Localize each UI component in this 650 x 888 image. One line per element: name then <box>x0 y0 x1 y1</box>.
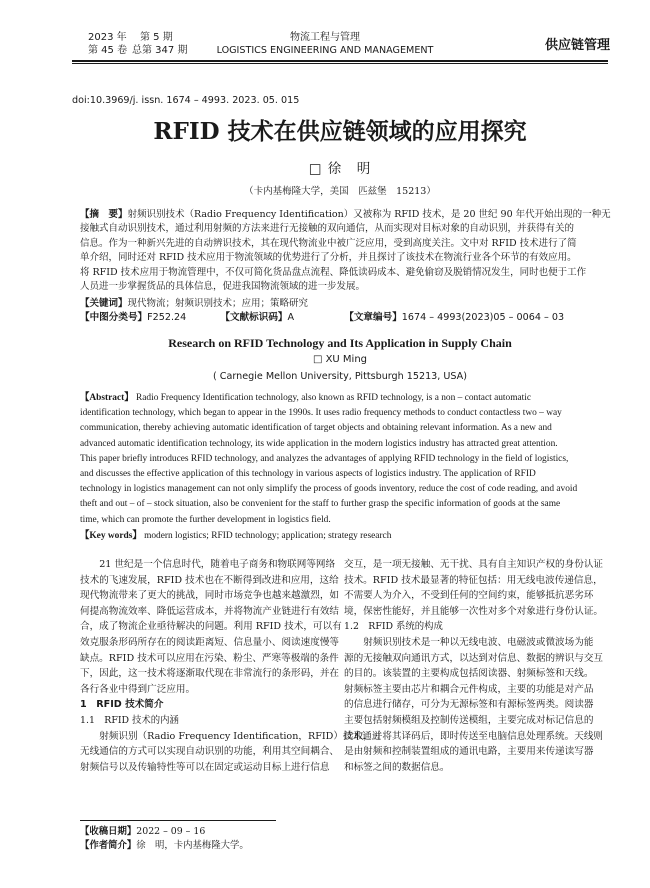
article-number: 1674 – 4993(2023)05 – 0064 – 03 <box>401 312 565 323</box>
received-date: 2022 – 09 – 16 <box>136 826 206 837</box>
author-cn: □ 徐 明 <box>308 161 372 177</box>
header-rule <box>72 60 608 62</box>
header-year <box>88 31 127 44</box>
header-total-issue: 总第 347 期 <box>132 45 188 56</box>
section-1-heading: 1 RFID 技术简介 <box>80 699 164 711</box>
right-column: 交互，是一项无接触、无干扰、具有自主知识产权的身份认证 技术。RFID 技术最显著的特征包括：用无线电波传递信息， 不需要人为介入，不受到任何的空间约束，能够抵抗恶劣环 境，保密性能好，并且能够一次性对多个对象进行身份认证。 1.2 RFID 系统的构成 射频识别技术是一种以无线电波、电磁波或微波场为能 源的无接触双向通讯方式，以达到对信息、数据的辨识与交互 的目的。该装置的主要构成包括阅读器、射频标签和天线。 射频标签主要由芯片和耦合元件构成，主要的功能是对产品 的信息进行储存，可分为无源标签和有源标签两类。阅读器 主要包括射频模组及控制传送模组，主要完成对标记信息的 读取，并将其译码后，即时传送至电脑信息处理系统。天线则 是由射频和控制装置组成的通讯电路，主要用来传递读写器 和标签之间的数据信息。 <box>344 559 604 773</box>
abstract-cn: 【摘 要】射频识别技术（Radio Frequency Identification）又被称为 RFID 技术，是 20 世纪 90 年代开始出现的一种无 接触式自动识别技术，通过利用射频的方法来进行无接触的双向通信，从而实现对目标对象的自动识别，并获得有关的 信息。作为一种新兴先进的自动辨识技术，其在现代物流业中被广泛应用，受到高度关注。文中对 RFID 技术进行了简 单介绍，同时还对 RFID 技术应用于物流领域的优势进行了分析，并且探讨了该技术在物流行业各个环节的有效应用。 将 RFID 技术应用于物流管理中，不仅可简化货品盘点流程、降低读码成本、避免偷窃及脱销情况发生，同时也便于工作 人员进一步掌握货品的具体信息，促进我国物流领域的进一步发展。 <box>80 209 611 293</box>
header-volume: 第 45 卷 <box>88 45 128 56</box>
journal-title-cn: 物流工程与管理 <box>290 32 360 43</box>
footnote-rule <box>80 820 276 821</box>
section-1-2-heading: 1.2 RFID 系统的构成 <box>344 621 443 633</box>
keywords-cn: 【关键词】现代物流；射频识别技术；应用；策略研究 <box>80 298 309 309</box>
footnote <box>80 825 249 853</box>
author-bio: 徐 明，卡内基梅隆大学。 <box>136 840 249 851</box>
author-en: □ XU Ming <box>312 354 368 365</box>
abstract-cn-label: 【摘 要】 <box>80 209 128 220</box>
paper-title-en: Research on RFID Technology and Its Application in Supply Chain <box>168 336 512 350</box>
abstract-en-label: 【Abstract】 <box>80 393 134 403</box>
keywords-en-label: 【Key words】 <box>80 531 142 541</box>
keywords-cn-label: 【关键词】 <box>80 298 128 309</box>
paper-title: RFID 技术在供应链领域的应用探究 <box>153 118 527 145</box>
column-name: 供应链管理 <box>544 38 610 53</box>
clc-value: F252.24 <box>147 312 187 323</box>
classification-line: 【中图分类号】F252.24 【文献标识码】A 【文章编号】1674 – 4993(2023)05 – 0064 – 03 <box>80 312 565 323</box>
year: 2023 年 <box>88 32 127 43</box>
keywords-en: 【Key words】 modern logistics; RFID technology; application; strategy research <box>80 531 392 541</box>
affiliation-cn: （卡内基梅隆大学，美国 匹兹堡 15213） <box>244 186 436 197</box>
affiliation-en: ( Carnegie Mellon University, Pittsburgh 15213, USA) <box>213 371 467 382</box>
header-rule-thin <box>72 63 608 64</box>
received-label: 【收稿日期】 <box>80 826 137 837</box>
left-column: 21 世纪是一个信息时代，随着电子商务和物联网等网络 技术的飞速发展，RFID 技术也在不断得到改进和应用，这给 现代物流带来了更大的挑战，同时市场竞争也越来越激烈，如 何提高物流效率、降低运营成本，并将物流产业链进行有效结 合，成了物流企业亟待解决的问题。利用 RFID 技术，可以有 效克服条形码所存在的阅读距离短、信息量小、阅读速度慢等 缺点。RFID 技术可以应用在污染、粉尘、严寒等极端的条件 下，因此，这一技术将逐渐取代现在非常流行的条形码，并在 各行各业中得到广泛应用。 1 RFID 技术简介 1.1 RFID 技术的内涵 射频识别（Radio Frequency Identification，RFID）技术通过 无线通信的方式可以实现自动识别的功能，利用其空间耦合、 射频信号以及传输特性等可以在固定或运动目标上进行信息 <box>80 559 382 773</box>
abstract-en: 【Abstract】 Radio Frequency Identification technology, also known as RFID technology, is a non – contact automatic identification technology, which began to appear in the 1990s. It uses radio frequency methods to conduct contactless two – way communication, thereby achieving automatic identification of target objects and obtaining relevant information. As a new and advanced automatic identification technology, its wide application in the modern logistics industry has attracted great attention. This paper briefly introduces RFID technology, and analyzes the advantages of applying RFID technology in the field of logistics, and discusses the effective application of this technology in various aspects of logistics industry. The application of RFID technology in logistics management can not only simplify the process of goods inventory, reduce the cost of code reading, and avoid theft and out – of – stock situation, also be convenient for the staff to further grasp the specific information of goods at the same time, which can promote the further development in logistics field. <box>80 393 578 525</box>
doc-value: A <box>287 312 295 323</box>
header-issue: 第 5 期 <box>140 32 173 43</box>
doi: doi:10.3969/j. issn. 1674 – 4993. 2023. 05. 015 <box>72 95 300 106</box>
section-1-1-heading: 1.1 RFID 技术的内涵 <box>80 714 179 726</box>
journal-title-en: LOGISTICS ENGINEERING AND MANAGEMENT <box>216 45 434 56</box>
author-bio-label: 【作者简介】 <box>80 840 137 851</box>
